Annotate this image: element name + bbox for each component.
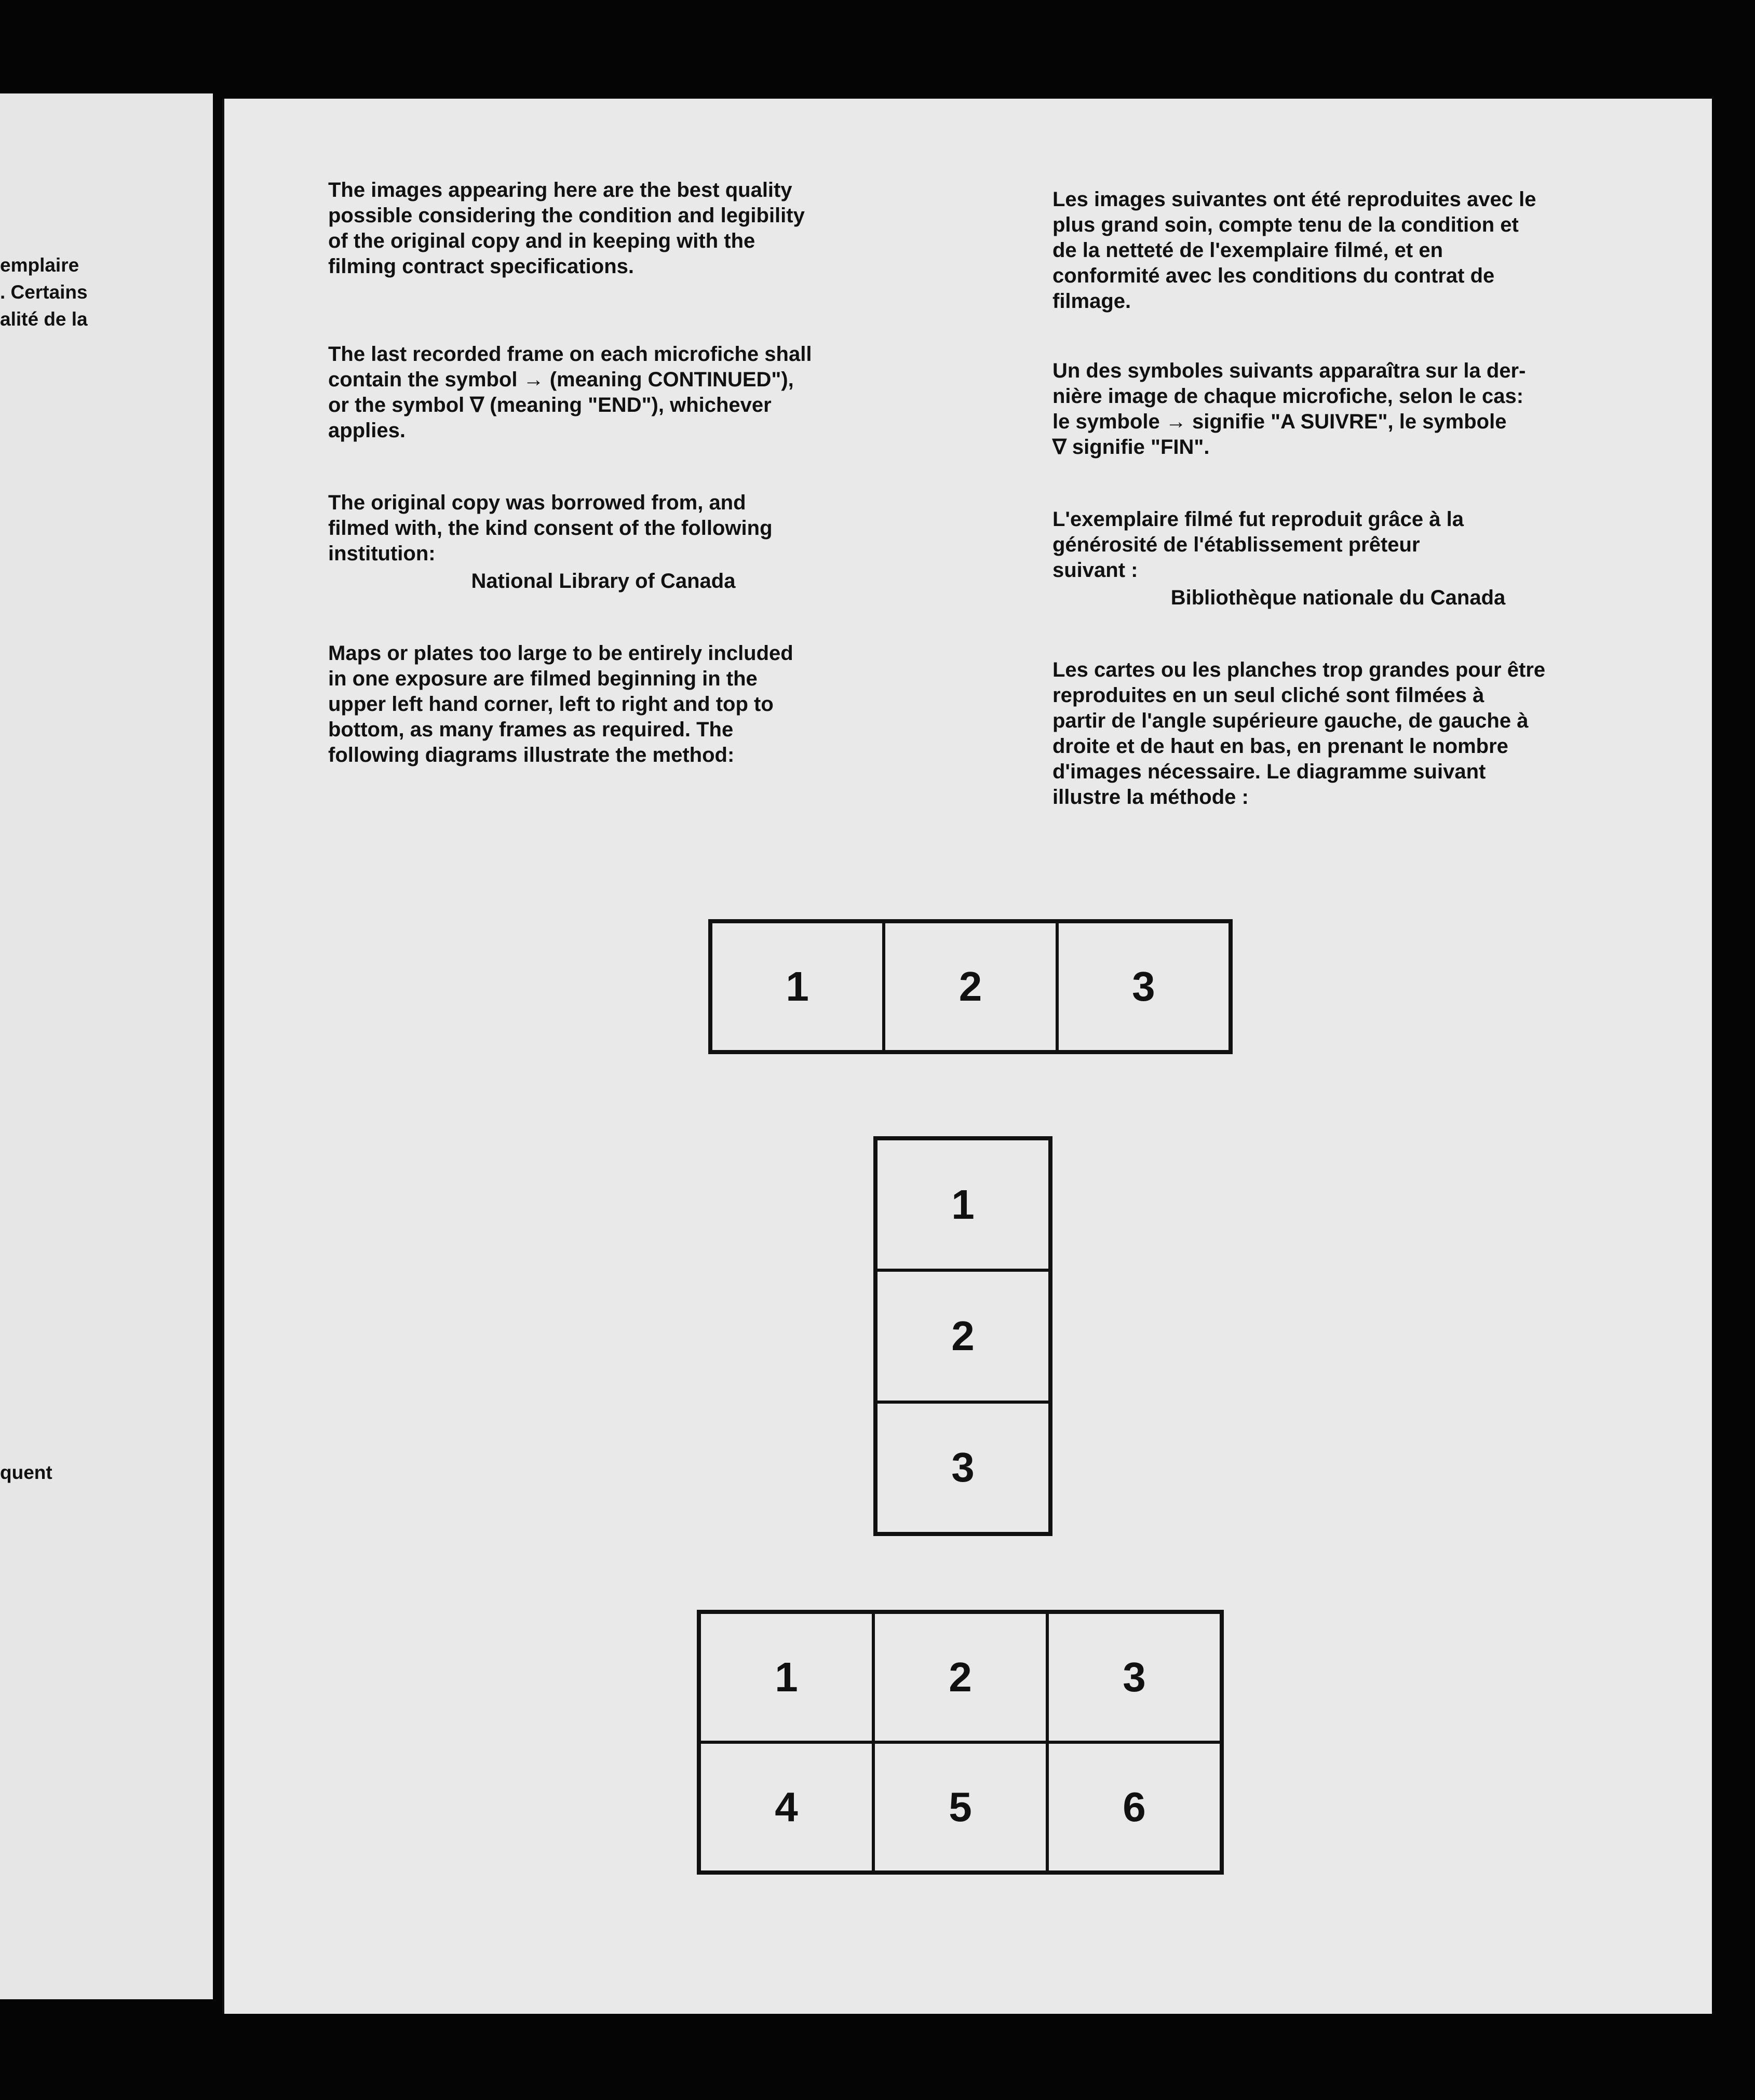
french-paragraph-maps: Les cartes ou les planches trop grandes pour être reproduites en un seul cliché sont filmées à partir de l'angle supérieure gauche, de gauche à droite et de haut en bas, en prenant le nombre d'images nécessaire. Le diagramme suivant illustre la méthode : bbox=[1052, 658, 1546, 809]
diagram-horizontal bbox=[708, 919, 1233, 1054]
english-paragraph-maps: Maps or plates too large to be entirely included in one exposure are filmed beginning in the upper left hand corner, left to right and top to bottom, as many frames as required. The following diagrams illustrate the method: bbox=[328, 642, 793, 766]
left-text-fragment-3: alité de la bbox=[0, 308, 88, 330]
english-paragraph-quality: The images appearing here are the best quality possible considering the condition and legibility of the original copy and in keeping with the filming contract specifications. bbox=[328, 179, 805, 278]
left-text-fragment-2: . Certains bbox=[0, 281, 88, 303]
frame-cell: 5 bbox=[873, 1742, 1047, 1872]
left-text-fragment-4: quent bbox=[0, 1462, 52, 1483]
frame-cell: 1 bbox=[699, 1612, 873, 1742]
english-paragraph-symbols: The last recorded frame on each microfiche shall contain the symbol → (meaning CONTINUED"), or the symbol ∇ (meaning "END"), whichever applies. bbox=[328, 343, 812, 442]
frame-cell: 6 bbox=[1047, 1742, 1221, 1872]
frame-cell: 3 bbox=[876, 1402, 1050, 1533]
frame-cell: 2 bbox=[876, 1270, 1050, 1402]
main-page bbox=[222, 99, 1712, 2014]
frame-cell: 1 bbox=[711, 922, 884, 1052]
frame-cell: 2 bbox=[884, 922, 1057, 1052]
frame-cell: 2 bbox=[873, 1612, 1047, 1742]
french-institution-name: Bibliothèque nationale du Canada bbox=[1170, 586, 1506, 609]
french-column bbox=[1052, 187, 1650, 810]
left-page-fragment bbox=[0, 93, 213, 1999]
frame-cell: 3 bbox=[1057, 922, 1230, 1052]
french-paragraph-symbols: Un des symboles suivants apparaîtra sur la der- nière image de chaque microfiche, selon le cas: le symbole → signifie "A SUIVRE", le symbole ∇ signifie "FIN". bbox=[1052, 359, 1526, 459]
left-text-fragment-1: emplaire bbox=[0, 254, 79, 276]
english-institution-name: National Library of Canada bbox=[471, 570, 736, 593]
diagram-grid bbox=[697, 1610, 1224, 1875]
frame-cell: 1 bbox=[876, 1139, 1050, 1270]
english-column bbox=[328, 178, 925, 768]
diagram-vertical bbox=[873, 1136, 1052, 1536]
frame-cell: 3 bbox=[1047, 1612, 1221, 1742]
french-paragraph-quality: Les images suivantes ont été reproduites avec le plus grand soin, compte tenu de la condition et de la netteté de l'exemplaire filmé, et en conformité avec les conditions du contrat de filmage. bbox=[1052, 188, 1536, 313]
frame-cell: 4 bbox=[699, 1742, 873, 1872]
french-paragraph-institution: L'exemplaire filmé fut reproduit grâce à la générosité de l'établissement prêteur suivant : bbox=[1052, 508, 1464, 582]
english-paragraph-institution: The original copy was borrowed from, and filmed with, the kind consent of the following institution: bbox=[328, 491, 773, 565]
